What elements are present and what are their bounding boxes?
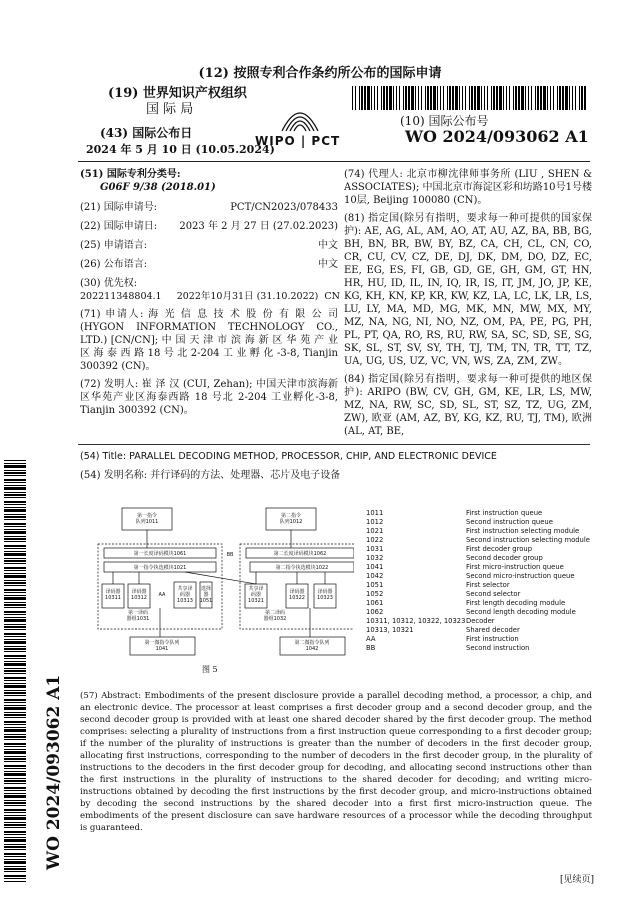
field-26-value: 中文 [318, 259, 338, 270]
diagram-decoder-10311: 译码器 10311 [105, 589, 121, 601]
diagram-decoder-group-2: 第二译码器组1032 [263, 610, 287, 622]
legend-desc: Second instruction selecting module [466, 536, 590, 544]
legend-ref: 1041 [366, 563, 384, 571]
field-22-label: (22) 国际申请日: [80, 221, 158, 232]
pub-number: WO 2024/093062 A1 [405, 127, 589, 146]
wipo-pct-label: WIPO | PCT [255, 134, 341, 148]
legend-desc: First length decoding module [466, 599, 566, 607]
diagram-micro-queue-1: 第一微指令队列 1041 [144, 640, 180, 652]
diagram-micro-queue-2: 第二微指令队列 1042 [294, 640, 330, 652]
legend-ref: 1021 [366, 527, 384, 535]
field-25-row [80, 239, 338, 252]
legend-ref: BB [366, 644, 376, 652]
legend-ref: 1062 [366, 608, 384, 616]
left-column [80, 168, 338, 417]
title-en: (54) Title: PARALLEL DECODING METHOD, PROCESSOR, CHIP, AND ELECTRONIC DEVICE [80, 451, 497, 462]
legend-ref: 1022 [366, 536, 384, 544]
right-column [344, 168, 592, 438]
legend-ref: 1052 [366, 590, 384, 598]
organization-block [108, 86, 247, 118]
diagram-decoder-10322: 译码器 10322 [289, 589, 305, 601]
legend-desc: First instruction queue [466, 509, 543, 517]
diagram-shared-decoder-10321: 共享译码器 10321 [248, 586, 264, 604]
barcode-left-icon [4, 460, 26, 882]
legend-desc: Decoder [466, 617, 495, 625]
field-26-label: (26) 公布语言: [80, 259, 148, 270]
field-84: (84) 指定国(除另有指明，要求每一种可提供的地区保护): ARIPO (BW, CV, GH, GM, KE, LR, LS, MW, MZ, NA, RW, SC, SD, SL, ST, SZ, TZ, UG, ZM, ZW), 欧亚 (AM, AZ, BY, KG, KZ, RU, TJ, TM), 欧洲 (AL, AT, BE, [344, 374, 592, 437]
diagram-label-bb: BB [226, 552, 234, 558]
pub-date-label: (43) 国际公布日 [100, 126, 193, 140]
legend-desc: First instruction [466, 635, 519, 643]
diagram-selector-1051: 选择器 1051 [199, 586, 213, 604]
legend-desc: Second decoder group [466, 554, 543, 562]
legend-ref: 10313, 10321 [366, 626, 414, 634]
field-72: (72) 发明人: 崔 泽 汉 (CUI, Zehan); 中国天津市滨海新区华苑产业区海泰西路 18 号北 2-204 工业孵化-3-8, Tianjin 300392 (CN)。 [80, 379, 338, 416]
field-21-row [80, 201, 338, 214]
pub-date: 2024 年 5 月 10 日 (10.05.2024) [86, 143, 275, 156]
field-21-label: (21) 国际申请号: [80, 202, 158, 213]
field-22-row [80, 220, 338, 233]
field-51-value: G06F 9/38 (2018.01) [100, 182, 216, 193]
legend-desc: Shared decoder [466, 626, 520, 634]
diagram-select-module-1: 第一指令执选模块1021 [133, 565, 187, 571]
legend-ref: 1012 [366, 518, 384, 526]
legend-desc: Second length decoding module [466, 608, 576, 616]
field-51-label: (51) 国际专利分类号: [80, 169, 181, 180]
legend-desc: First instruction selecting module [466, 527, 580, 535]
diagram-length-decoder-1: 第一长度译码模块1061 [133, 551, 187, 557]
field-74: (74) 代理人: 北京市柳沈律师事务所 (LIU , SHEN & ASSOCIATES); 中国北京市海淀区彩和坊路10号1号楼10层, Beijing 100080 (CN)。 [344, 169, 592, 206]
title-cn: (54) 发明名称: 并行译码的方法、处理器、芯片及电子设备 [80, 470, 341, 481]
field-81: (81) 指定国(除另有指明，要求每一种可提供的国家保护): AE, AG, AL, AM, AO, AT, AU, AZ, BA, BB, BG, BH, BN, BR, BW, BY, BZ, CA, CH, CL, CN, CO, CR, CU, CV, CZ, DE, DJ, DK, DM, DO, DZ, EC, EE, EG, ES, FI, GB, GD, GE, GH, GM, GT, HN, HR, HU, ID, IL, IN, IQ, IR, IS, IT, JM, JO, JP, KE, KG, KH, KN, KP, KR, KW, KZ, LA, LC, LK, LR, LS, LU, LY, MA, MD, MG, MK, MN, MW, MX, MY, MZ, NA, NG, NI, NO, NZ, OM, PA, PE, PG, PH, PL, PT, QA, RO, RS, RU, RW, SA, SC, SD, SE, SG, SK, SL, ST, SV, SY, TH, TJ, TM, TN, TR, TT, TZ, UA, UG, US, UZ, VC, VN, WS, ZA, ZM, ZW。 [344, 213, 592, 367]
document-title: (12) 按照专利合作条约所公布的国际申请 [198, 66, 442, 81]
vertical-pub-number: WO 2024/093062 A1 [44, 674, 64, 870]
legend-ref: 1011 [366, 509, 384, 517]
diagram-shared-decoder-10313: 共享译码器 10313 [177, 586, 193, 604]
diagram-length-decoder-2: 第二长度译码模块1062 [273, 551, 327, 557]
legend-desc: First decoder group [466, 545, 533, 553]
legend-desc: Second selector [466, 590, 521, 598]
legend-desc: First micro-instruction queue [466, 563, 564, 571]
org-name: (19) 世界知识产权组织 [108, 86, 247, 101]
field-21-value: PCT/CN2023/078433 [230, 202, 338, 213]
barcode-top-icon [352, 86, 587, 110]
diagram-legend [366, 509, 596, 659]
figure-5-diagram [90, 504, 354, 680]
legend-ref: 1042 [366, 572, 384, 580]
field-25-label: (25) 申请语言: [80, 240, 148, 251]
abstract-text: (57) Abstract: Embodiments of the present disclosure provide a parallel decoding method, a processor, a chip, and an electronic device. The processor at least comprises a first decoder group and a second decoder group, and the second decoder group is provided with at least one shared decoder shared by the first decoder group. The method comprises: selecting a plurality of instructions from a first instruction queue corresponding to a first decoder group; if the number of the plurality of instructions is greater than the number of decoders in the first decoder group, allocating first instructions, corresponding to the number of decoders in the first decoder group, in the plurality of instructions to the decoders in the first decoder group for decoding, and allocating second instructions other than the first instructions in the plurality of instructions to the shared decoder for decoding; and writing micro-instructions obtained by decoding the first instructions by the first decoder group, and micro-instructions obtained by decoding the second instructions by the shared decoder into a first first micro-instruction queue. The embodiments of the present disclosure can save hardware resources of a processor while the decoding throughput is guaranteed. [80, 691, 592, 833]
legend-ref: 1031 [366, 545, 384, 553]
legend-desc: Second instruction queue [466, 518, 553, 526]
field-22-value: 2023 年 2 月 27 日 (27.02.2023) [179, 221, 338, 232]
header-divider [78, 161, 590, 162]
diagram-queue-1: 第一指令队列1011 [135, 513, 159, 525]
legend-desc: Second micro-instruction queue [466, 572, 575, 580]
diagram-select-module-2: 第二指令执选模块1022 [275, 565, 329, 571]
field-71: (71) 申请人: 海 光 信 息 技 术 股 份 有 限 公 司 (HYGON INFORMATION TECHNOLOGY CO., LTD.) [CN/CN]; 中 国 天 津 市 滨 海 新 区 华 苑 产 业 区 海 泰 西 路 18 号 北 2-204 工 业 孵 化 -3-8, Tianjin 300392 (CN)。 [80, 309, 338, 372]
field-30-label: (30) 优先权: [80, 278, 138, 289]
continued-label: [见续页] [559, 875, 594, 885]
legend-desc: Second instruction [466, 644, 530, 652]
pub-no-label: (10) 国际公布号 [400, 114, 489, 128]
diagram-queue-2: 第二指令队列1012 [279, 513, 303, 525]
field-25-value: 中文 [318, 240, 338, 251]
diagram-decoder-10323: 译码器 10323 [317, 589, 333, 601]
legend-desc: First selector [466, 581, 510, 589]
diagram-label-aa: AA [158, 592, 166, 598]
figure-caption: 图 5 [202, 665, 218, 674]
legend-ref: 1061 [366, 599, 384, 607]
legend-ref: 10311, 10312, 10322, 10323 [366, 617, 466, 625]
field-30-value: 202211348804.1 2022年10月31日 (31.10.2022) CN [80, 291, 340, 302]
legend-ref: AA [366, 635, 376, 643]
legend-ref: 1051 [366, 581, 384, 589]
org-bureau: 国 际 局 [146, 102, 194, 117]
field-26-row [80, 258, 338, 271]
diagram-decoder-group-1: 第一译码器组1031 [126, 610, 150, 622]
diagram-decoder-10312: 译码器 10312 [131, 589, 147, 601]
legend-ref: 1032 [366, 554, 384, 562]
title-divider [78, 444, 590, 445]
